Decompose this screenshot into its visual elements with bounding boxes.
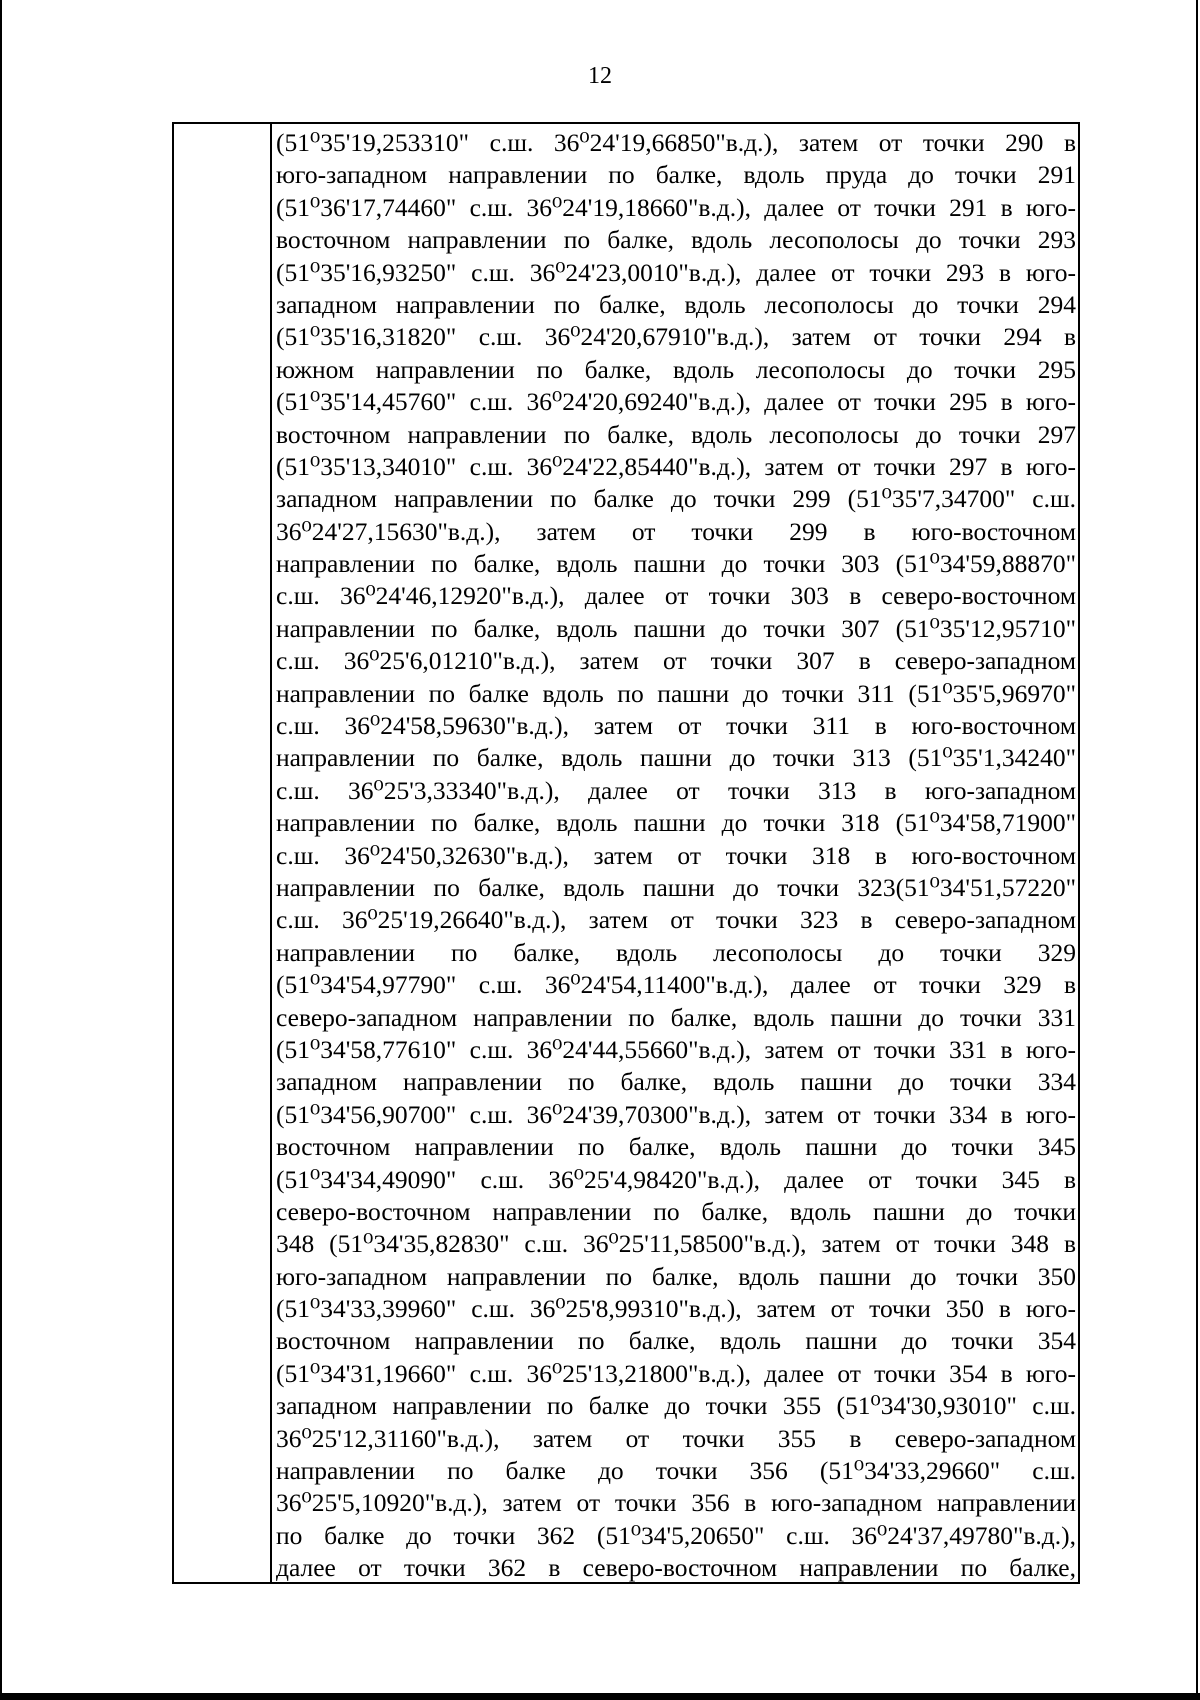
text-line: 36⁰25'5,10920"в.д.), затем от точки 356 в юго-западном направлении xyxy=(276,1488,1076,1518)
text-line: 36⁰25'12,31160"в.д.), затем от точки 355 в северо-западном xyxy=(276,1423,1076,1453)
text-line: направлении по балке, вдоль пашни до точки 313 (51⁰35'1,34240" xyxy=(276,743,1076,773)
text-line: (51⁰34'34,49090" с.ш. 36⁰25'4,98420"в.д.), далее от точки 345 в xyxy=(276,1164,1076,1194)
text-line: западном направлении по балке, вдоль лесополосы до точки 294 xyxy=(276,289,1076,319)
text-line: (51⁰35'16,31820" с.ш. 36⁰24'20,67910"в.д.), затем от точки 294 в xyxy=(276,322,1076,352)
text-line: (51⁰34'33,39960" с.ш. 36⁰25'8,99310"в.д.), затем от точки 350 в юго- xyxy=(276,1294,1076,1324)
text-line: западном направлении по балке, вдоль пашни до точки 334 xyxy=(276,1067,1076,1097)
text-line: с.ш. 36⁰25'3,33340"в.д.), далее от точки 313 в юго-западном xyxy=(276,775,1076,805)
scan-edge-bottom xyxy=(0,1693,1200,1700)
text-line: направлении по балке до точки 356 (51⁰34'33,29660" с.ш. xyxy=(276,1456,1076,1486)
text-line: с.ш. 36⁰24'46,12920"в.д.), далее от точки 303 в северо-восточном xyxy=(276,581,1076,611)
text-line: северо-западном направлении по балке, вдоль пашни до точки 331 xyxy=(276,1002,1076,1032)
boundary-description-table xyxy=(172,122,1080,1584)
text-line: юго-западном направлении по балке, вдоль пруда до точки 291 xyxy=(276,160,1076,190)
text-line: восточном направлении по балке, вдоль лесополосы до точки 293 xyxy=(276,225,1076,255)
table-left-cell xyxy=(174,124,270,1582)
text-line: направлении по балке, вдоль пашни до точки 303 (51⁰34'59,88870" xyxy=(276,549,1076,579)
text-line: западном направлении по балке до точки 355 (51⁰34'30,93010" с.ш. xyxy=(276,1391,1076,1421)
text-line: (51⁰35'14,45760" с.ш. 36⁰24'20,69240"в.д.), далее от точки 295 в юго- xyxy=(276,387,1076,417)
text-line: (51⁰35'19,253310" с.ш. 36⁰24'19,66850"в.д.), затем от точки 290 в xyxy=(276,128,1076,157)
text-line: южном направлении по балке, вдоль лесополосы до точки 295 xyxy=(276,354,1076,384)
text-line: западном направлении по балке до точки 299 (51⁰35'7,34700" с.ш. xyxy=(276,484,1076,514)
text-line: (51⁰36'17,74460" с.ш. 36⁰24'19,18660"в.д.), далее от точки 291 в юго- xyxy=(276,192,1076,222)
text-line: с.ш. 36⁰24'50,32630"в.д.), затем от точки 318 в юго-восточном xyxy=(276,840,1076,870)
text-line: направлении по балке, вдоль лесополосы до точки 329 xyxy=(276,937,1076,967)
page-number: 12 xyxy=(588,63,612,89)
text-line: 36⁰24'27,15630"в.д.), затем от точки 299 в юго-восточном xyxy=(276,516,1076,546)
text-line: далее от точки 362 в северо-восточном направлении по балке, xyxy=(276,1553,1076,1583)
text-line: северо-восточном направлении по балке, вдоль пашни до точки xyxy=(276,1196,1076,1226)
boundary-description-text xyxy=(272,124,1078,1582)
text-line: с.ш. 36⁰25'19,26640"в.д.), затем от точки 323 в северо-западном xyxy=(276,905,1076,935)
text-line: направлении по балке вдоль по пашни до точки 311 (51⁰35'5,96970" xyxy=(276,678,1076,708)
text-line: (51⁰34'31,19660" с.ш. 36⁰25'13,21800"в.д.), далее от точки 354 в юго- xyxy=(276,1358,1076,1388)
text-line: восточном направлении по балке, вдоль лесополосы до точки 297 xyxy=(276,419,1076,449)
text-line: направлении по балке, вдоль пашни до точки 323(51⁰34'51,57220" xyxy=(276,872,1076,902)
text-line: восточном направлении по балке, вдоль пашни до точки 345 xyxy=(276,1132,1076,1162)
text-line: с.ш. 36⁰24'58,59630"в.д.), затем от точки 311 в юго-восточном xyxy=(276,711,1076,741)
text-line: 348 (51⁰34'35,82830" с.ш. 36⁰25'11,58500"в.д.), затем от точки 348 в xyxy=(276,1229,1076,1259)
text-line: (51⁰35'16,93250" с.ш. 36⁰24'23,0010"в.д.), далее от точки 293 в юго- xyxy=(276,257,1076,287)
text-line: по балке до точки 362 (51⁰34'5,20650" с.ш. 36⁰24'37,49780"в.д.), xyxy=(276,1520,1076,1550)
scan-edge-right xyxy=(1196,0,1198,1700)
text-line: (51⁰35'13,34010" с.ш. 36⁰24'22,85440"в.д.), затем от точки 297 в юго- xyxy=(276,451,1076,481)
text-line: юго-западном направлении по балке, вдоль пашни до точки 350 xyxy=(276,1261,1076,1291)
text-line: восточном направлении по балке, вдоль пашни до точки 354 xyxy=(276,1326,1076,1356)
text-line: (51⁰34'54,97790" с.ш. 36⁰24'54,11400"в.д.), далее от точки 329 в xyxy=(276,970,1076,1000)
text-line: с.ш. 36⁰25'6,01210"в.д.), затем от точки 307 в северо-западном xyxy=(276,646,1076,676)
text-line: направлении по балке, вдоль пашни до точки 318 (51⁰34'58,71900" xyxy=(276,808,1076,838)
text-line: направлении по балке, вдоль пашни до точки 307 (51⁰35'12,95710" xyxy=(276,613,1076,643)
text-line: (51⁰34'58,77610" с.ш. 36⁰24'44,55660"в.д.), затем от точки 331 в юго- xyxy=(276,1034,1076,1064)
scan-edge-left xyxy=(0,0,2,1700)
text-line: (51⁰34'56,90700" с.ш. 36⁰24'39,70300"в.д.), затем от точки 334 в юго- xyxy=(276,1099,1076,1129)
